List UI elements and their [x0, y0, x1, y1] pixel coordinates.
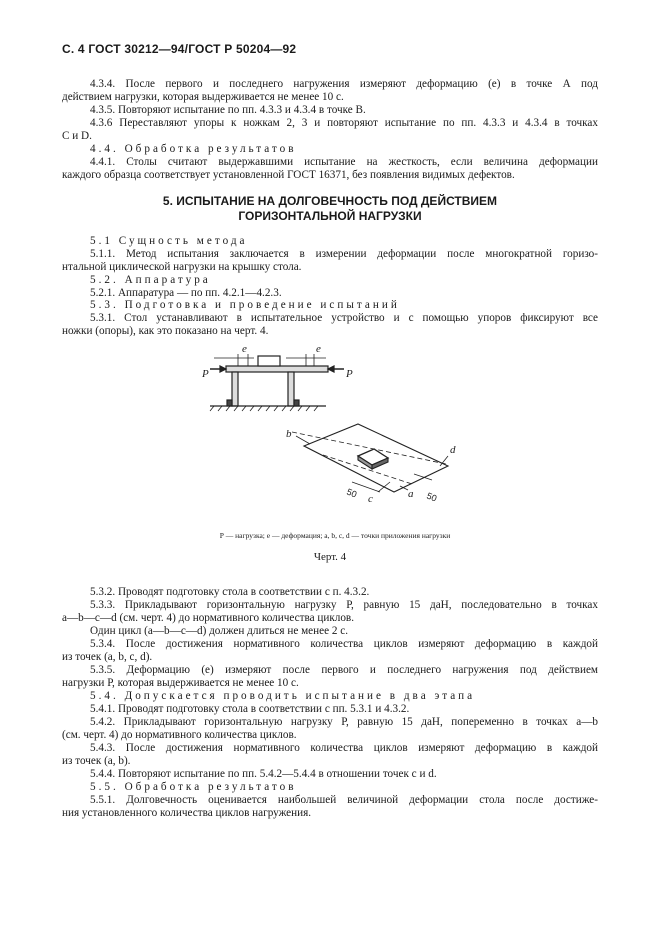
label-e-right: e — [316, 343, 321, 355]
leg-stop-left — [227, 400, 232, 406]
paragraph-line: С и D. — [62, 130, 92, 142]
subsection-heading: 5.4. Допускается проводить испытание в два этапа — [90, 690, 476, 702]
paragraph-line: а—b—c—d (см. черт. 4) до нормативного количества циклов. — [62, 612, 355, 624]
leg-stop-right — [294, 400, 299, 406]
table-top-rect — [226, 366, 328, 372]
table-leg-left — [232, 372, 238, 406]
paragraph-line: (см. черт. 4) до нормативного количества циклов. — [62, 729, 297, 741]
paragraph-line: 4.4.1. Столы считают выдержавшими испытание на жесткость, если величина деформации — [90, 156, 598, 168]
dim-50-text-left: 50 — [345, 486, 359, 500]
paragraph-line: из точек (a, b, c, d). — [62, 651, 153, 663]
label-c: c — [368, 493, 373, 505]
figure-caption: Р — нагрузка; е — деформация; a, b, c, d — точки приложения нагрузки — [219, 531, 451, 540]
paragraph-line: 5.4.1. Проводят подготовку стола в соответствии с пп. 5.3.1 и 4.3.2. — [90, 703, 410, 715]
paragraph-line: нагрузки Р, которая выдерживается не менее 10 с. — [62, 677, 299, 689]
label-d: d — [450, 444, 456, 456]
section-heading: ГОРИЗОНТАЛЬНОЙ НАГРУЗКИ — [238, 209, 422, 223]
subsection-heading: 5.2. Аппаратура — [90, 274, 211, 286]
label-P-left: P — [202, 368, 209, 380]
label-a: a — [408, 488, 414, 500]
paragraph-line: нтальной циклической нагрузки на крышку стола. — [62, 261, 302, 273]
table-leg-right — [288, 372, 294, 406]
subsection-heading: 4.4. Обработка результатов — [90, 143, 297, 155]
leader-b — [296, 436, 310, 444]
paragraph-line: 5.1.1. Метод испытания заключается в измерении деформации после многократной горизо- — [90, 248, 598, 260]
paragraph-line: 5.2.1. Аппаратура — по пп. 4.2.1—4.2.3. — [90, 287, 282, 299]
paragraph-line: 4.3.4. После первого и последнего нагружения измеряют деформацию (е) в точке А под — [90, 78, 598, 90]
page-header: С. 4 ГОСТ 30212—94/ГОСТ Р 50204—92 — [62, 42, 297, 56]
paragraph-line: 4.3.6 Переставляют упоры к ножкам 2, 3 и повторяют испытание по пп. 4.3.3 и 4.3.4 в точках — [90, 117, 598, 129]
figure-title: Черт. 4 — [313, 551, 347, 563]
dim-50-text-right: 50 — [425, 490, 439, 504]
paragraph-line: каждого образца соответствует установленной ГОСТ 16371, без появления видимых дефектов. — [62, 169, 515, 181]
label-e-left: e — [242, 343, 247, 355]
paragraph-line: Один цикл (а—b—c—d) должен длиться не менее 2 с. — [90, 625, 348, 637]
label-P-right: P — [346, 368, 353, 380]
paragraph-line: 5.3.3. Прикладывают горизонтальную нагрузку Р, равную 15 даН, последовательно в точках — [90, 599, 598, 611]
paragraph-line: 4.3.5. Повторяют испытание по пп. 4.3.3 и 4.3.4 в точке В. — [90, 104, 366, 116]
section-heading: 5. ИСПЫТАНИЕ НА ДОЛГОВЕЧНОСТЬ ПОД ДЕЙСТВИЕМ — [162, 194, 498, 208]
paragraph-line: ножки (опоры), как это показано на черт. 4. — [62, 325, 269, 337]
paragraph-line: ния установленного количества циклов нагружения. — [62, 807, 312, 819]
paragraph-line: 5.3.5. Деформацию (е) измеряют после первого и последнего нагружения под действием — [90, 664, 598, 676]
paragraph-line: 5.3.2. Проводят подготовку стола в соответствии с п. 4.3.2. — [90, 586, 370, 598]
paragraph-line: 5.4.4. Повторяют испытание по пп. 5.4.2—5.4.4 в отношении точек с и d. — [90, 768, 437, 780]
paragraph-line: из точек (а, b). — [62, 755, 131, 767]
paragraph-line: 5.4.2. Прикладывают горизонтальную нагрузку Р, равную 15 даН, попеременно в точках а—b — [90, 716, 598, 728]
subsection-heading: 5.5. Обработка результатов — [90, 781, 297, 793]
subsection-heading: 5.1 Сущность метода — [90, 235, 248, 247]
leader-c — [378, 482, 390, 492]
floor-hatching — [210, 406, 318, 411]
paragraph-line: 5.4.3. После достижения нормативного количества циклов измеряют деформацию в каждой — [90, 742, 598, 754]
load-block — [258, 356, 280, 366]
paragraph-line: 5.5.1. Долговечность оценивается наибольшей величиной деформации стола после достиже- — [90, 794, 598, 806]
paragraph-line: действием нагрузки, которая выдерживается не менее 10 с. — [62, 91, 344, 103]
paragraph-line: 5.3.4. После достижения нормативного количества циклов измеряют деформацию в каждой — [90, 638, 598, 650]
subsection-heading: 5.3. Подготовка и проведение испытаний — [90, 299, 400, 311]
paragraph-line: 5.3.1. Стол устанавливают в испытательное устройство и с помощью упоров фиксируют все — [90, 312, 598, 324]
label-b: b — [286, 428, 292, 440]
